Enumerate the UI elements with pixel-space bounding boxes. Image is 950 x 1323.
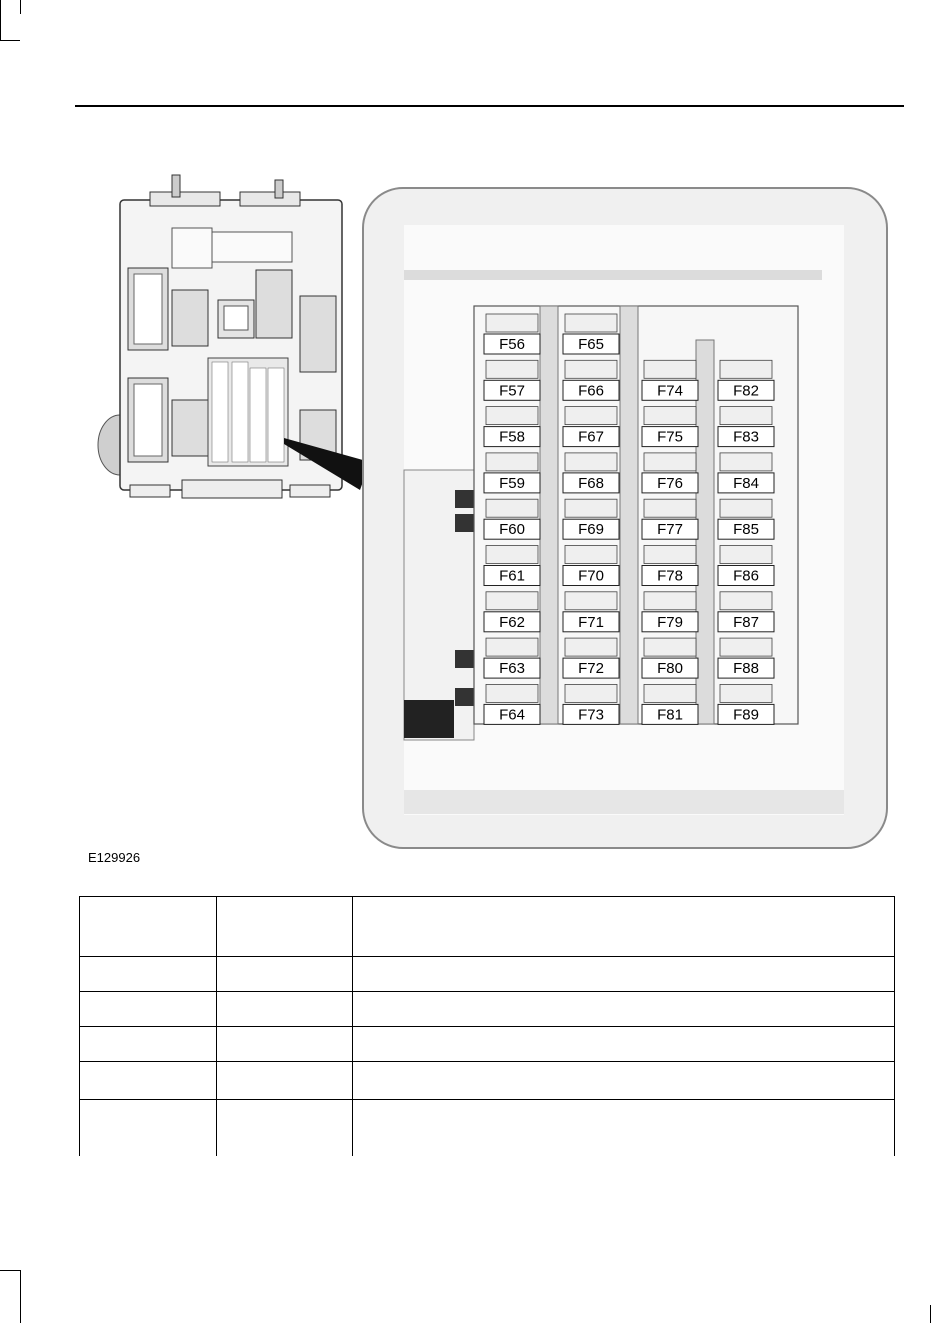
fuse-label: F84 (733, 474, 759, 492)
fuse-slot (642, 499, 698, 539)
fuse-label: F64 (499, 706, 525, 724)
fuse-label: F66 (578, 382, 604, 400)
fuse-label: F76 (657, 474, 683, 492)
fuse-slot (718, 360, 774, 400)
fuse-label: F65 (578, 336, 604, 353)
fuse-slot (642, 546, 698, 586)
fuse-slot (563, 407, 619, 447)
crop-mark (20, 1270, 21, 1323)
fuse-slot (563, 638, 619, 678)
fuse-slot (484, 360, 540, 400)
fuse-slot (718, 407, 774, 447)
fuse-box-overview (98, 175, 370, 498)
fuse-label: F89 (733, 706, 759, 724)
fuse-label: F62 (499, 613, 525, 631)
fuse-slot (484, 453, 540, 493)
fuse-label: F58 (499, 428, 525, 446)
fuse-slot (484, 638, 540, 678)
fuse-label: F81 (657, 706, 683, 724)
fuse-slot (718, 499, 774, 539)
fuse-label: F77 (657, 521, 683, 539)
fuse-label: F67 (578, 428, 604, 446)
fuse-label: F78 (657, 567, 683, 585)
crop-mark (930, 1305, 931, 1323)
fuse-slot (563, 684, 619, 724)
fuse-slot (642, 360, 698, 400)
fuse-label: F86 (733, 567, 759, 585)
fuse-slot (642, 638, 698, 678)
fuse-slot (563, 360, 619, 400)
fuse-label: F74 (657, 382, 683, 400)
fuse-slot (718, 546, 774, 586)
fuse-slot (484, 592, 540, 632)
fuse-label: F87 (733, 613, 759, 631)
fuse-label: F88 (733, 660, 759, 678)
fuse-slot (718, 592, 774, 632)
fuse-label: F80 (657, 660, 683, 678)
fuse-label: F60 (499, 521, 525, 539)
fuse-label: F68 (578, 474, 604, 492)
fuse-label: F83 (733, 428, 759, 446)
fuse-label: F56 (499, 336, 525, 353)
fuse-slot (484, 684, 540, 724)
fuse-slot (563, 592, 619, 632)
fuse-slot (484, 407, 540, 447)
fuse-label: F63 (499, 660, 525, 678)
fuse-label: F57 (499, 382, 525, 400)
fuse-slot (718, 638, 774, 678)
fuse-label: F61 (499, 567, 525, 585)
fuse-slot (642, 592, 698, 632)
fuse-slot (484, 499, 540, 539)
crop-mark (0, 1270, 20, 1271)
fuse-slot (563, 546, 619, 586)
fuse-slot (484, 546, 540, 586)
fuse-label: F70 (578, 567, 604, 585)
fuse-label: F82 (733, 382, 759, 400)
fuse-slot (642, 407, 698, 447)
fuse-label: F69 (578, 521, 604, 539)
fuse-slot (642, 453, 698, 493)
fuse-label: F73 (578, 706, 604, 724)
fuse-slot (563, 453, 619, 493)
fuse-slot (484, 314, 540, 354)
fuse-specification-table (79, 896, 895, 1156)
fuse-label: F85 (733, 521, 759, 539)
fuse-slot (563, 499, 619, 539)
fuse-label: F59 (499, 474, 525, 492)
fuse-slot (642, 684, 698, 724)
fuse-label: F71 (578, 613, 604, 631)
fuse-label: F79 (657, 613, 683, 631)
fuse-label: F72 (578, 660, 604, 678)
fuse-slot (718, 684, 774, 724)
fuse-slot (563, 314, 619, 354)
fuse-label: F75 (657, 428, 683, 446)
figure-label: E129926 (88, 850, 141, 865)
fuse-slot (718, 453, 774, 493)
